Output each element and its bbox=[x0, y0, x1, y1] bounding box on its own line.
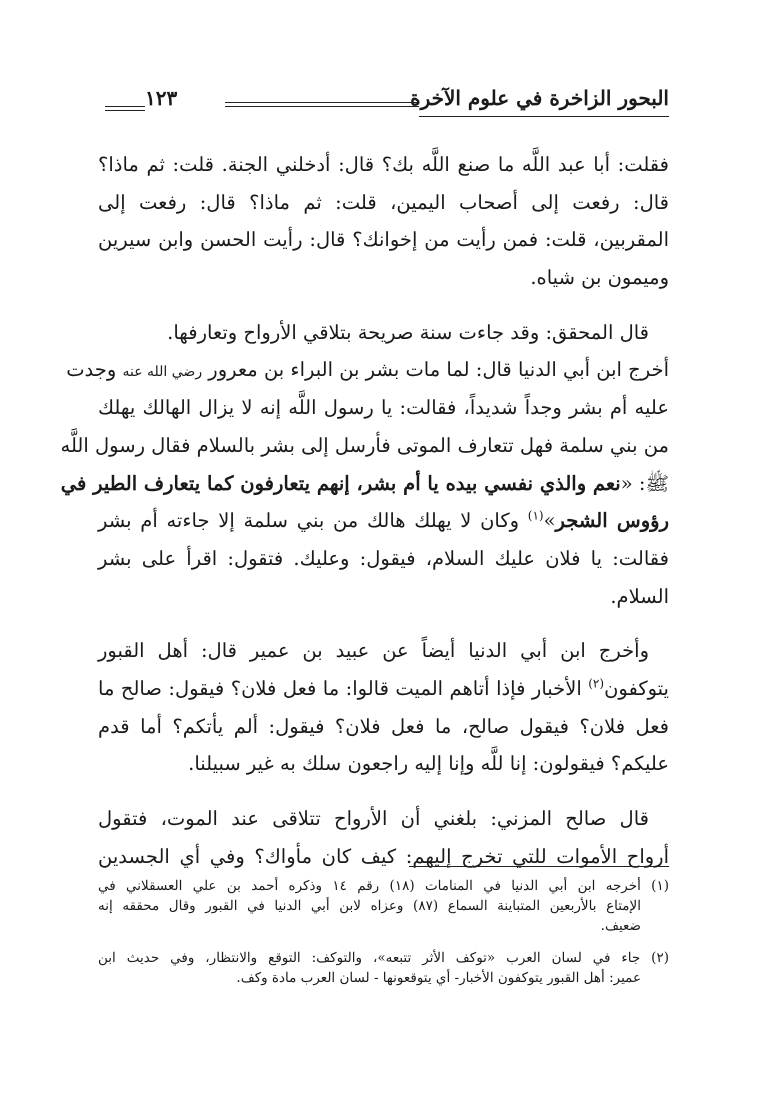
text-line: وأخرج ابن أبي الدنيا أيضاً عن عبيد بن عمير قال: أهل القبور bbox=[98, 639, 649, 663]
text-line bbox=[60, 465, 669, 503]
text-line: عليه أم بشر وجداً شديداً، فقالت: يا رسول اللَّه إنه لا يزال الهالك يهلك bbox=[98, 396, 669, 420]
text-line bbox=[66, 351, 669, 389]
page-number: ١٢٣ bbox=[145, 86, 178, 110]
header-rule bbox=[105, 110, 145, 111]
paragraph bbox=[98, 146, 669, 297]
title-underline bbox=[419, 116, 669, 117]
text-line: فعل فلان؟ فيقول صالح، ما فعل فلان؟ فيقول: ألم يأتكم؟ أما قدم bbox=[98, 714, 669, 738]
hadith-text: نعم والذي نفسي بيده يا أم بشر، إنهم يتعارفون كما يتعارف الطير في bbox=[60, 471, 621, 495]
paragraph bbox=[98, 632, 669, 783]
text-span: يتوكفون bbox=[604, 676, 669, 700]
footnote-marker[interactable]: (١) bbox=[527, 508, 544, 523]
text-line bbox=[98, 670, 669, 708]
header-rule bbox=[225, 102, 419, 103]
text-span: : « bbox=[620, 471, 646, 495]
paragraph bbox=[98, 800, 669, 875]
hadith-text: رؤوس الشجر bbox=[555, 509, 669, 533]
text-span: الأخبار فإذا أتاهم الميت قالوا: ما فعل فلان؟ فيقول: صالح ما bbox=[98, 676, 589, 700]
footnote-line: عمير: أهل القبور يتوكفون الأخبار- أي يتوقعونها - لسان العرب مادة وكف. bbox=[236, 970, 641, 986]
text-line: المقربين، قلت: فمن رأيت من إخوانك؟ قال: رأيت الحسن وابن سيرين bbox=[98, 228, 669, 252]
text-line: قال المحقق: وقد جاءت سنة صريحة بتلاقي الأرواح وتعارفها. bbox=[167, 320, 649, 344]
footnote-1 bbox=[98, 876, 669, 936]
footnote-line: (١) أخرجه ابن أبي الدنيا في المنامات (١٨) رقم ١٤ وذكره أحمد بن علي العسقلاني في bbox=[98, 878, 670, 894]
paragraph bbox=[60, 351, 669, 615]
text-line: فقالت: يا فلان عليك السلام، فيقول: وعليك. فتقول: اقرأ على بشر bbox=[98, 546, 669, 570]
footnote-2 bbox=[98, 948, 669, 988]
main-text bbox=[60, 146, 669, 875]
text-line: قال: رفعت إلى أصحاب اليمين، قلت: ثم ماذا؟ قال: رفعت إلى bbox=[98, 190, 669, 214]
text-span: وجدت bbox=[66, 358, 117, 382]
header-rule bbox=[105, 106, 145, 107]
footnote-line: ضعيف. bbox=[600, 918, 641, 934]
footnote-separator bbox=[409, 866, 669, 867]
running-title: البحور الزاخرة في علوم الآخرة bbox=[410, 86, 669, 110]
text-line: عليكم؟ فيقولون: إنا للَّه وإنا إليه راجعون سلك به غير سبيلنا. bbox=[188, 752, 669, 776]
text-line: قال صالح المزني: بلغني أن الأرواح تتلاقى عند الموت، فتقول bbox=[98, 807, 649, 830]
text-line: السلام. bbox=[610, 584, 669, 608]
honorific-glyph: ﷺ bbox=[645, 471, 669, 495]
text-line: وميمون بن شياه. bbox=[530, 266, 669, 290]
text-line: أرواح الأموات للتي تخرج إليهم: كيف كان مأواك؟ وفي أي الجسدين bbox=[98, 844, 669, 868]
footnote-line: الإمتاع بالأربعين المتباينة السماع (٨٧) وعزاه لابن أبي الدنيا في القبور وقال محققه إنه bbox=[98, 898, 641, 914]
text-span: وكان لا يهلك هالك من بني سلمة إلا جاءته أم بشر bbox=[98, 509, 528, 533]
text-span: أخرج ابن أبي الدنيا قال: لما مات بشر بن البراء بن معرور bbox=[208, 358, 669, 382]
running-header bbox=[105, 82, 669, 122]
text-line bbox=[98, 502, 669, 540]
header-rule bbox=[225, 106, 419, 107]
paragraph bbox=[98, 314, 669, 352]
text-line: من بني سلمة فهل تتعارف الموتى فأرسل إلى بشر بالسلام فقال رسول اللَّه bbox=[60, 433, 669, 457]
footnotes bbox=[98, 876, 669, 988]
text-span: » bbox=[543, 509, 556, 533]
footnote-marker[interactable]: (٢) bbox=[588, 676, 605, 691]
honorific-glyph: رضي الله عنه bbox=[122, 364, 203, 381]
footnote-line: (٢) جاء في لسان العرب «توكف الأثر تتبعه»، والتوكف: التوقع والانتظار، وفي حديث ابن bbox=[98, 950, 669, 966]
text-line: فقلت: أبا عبد اللَّه ما صنع اللَّه بك؟ قال: أدخلني الجنة. قلت: ثم ماذا؟ bbox=[98, 153, 669, 176]
